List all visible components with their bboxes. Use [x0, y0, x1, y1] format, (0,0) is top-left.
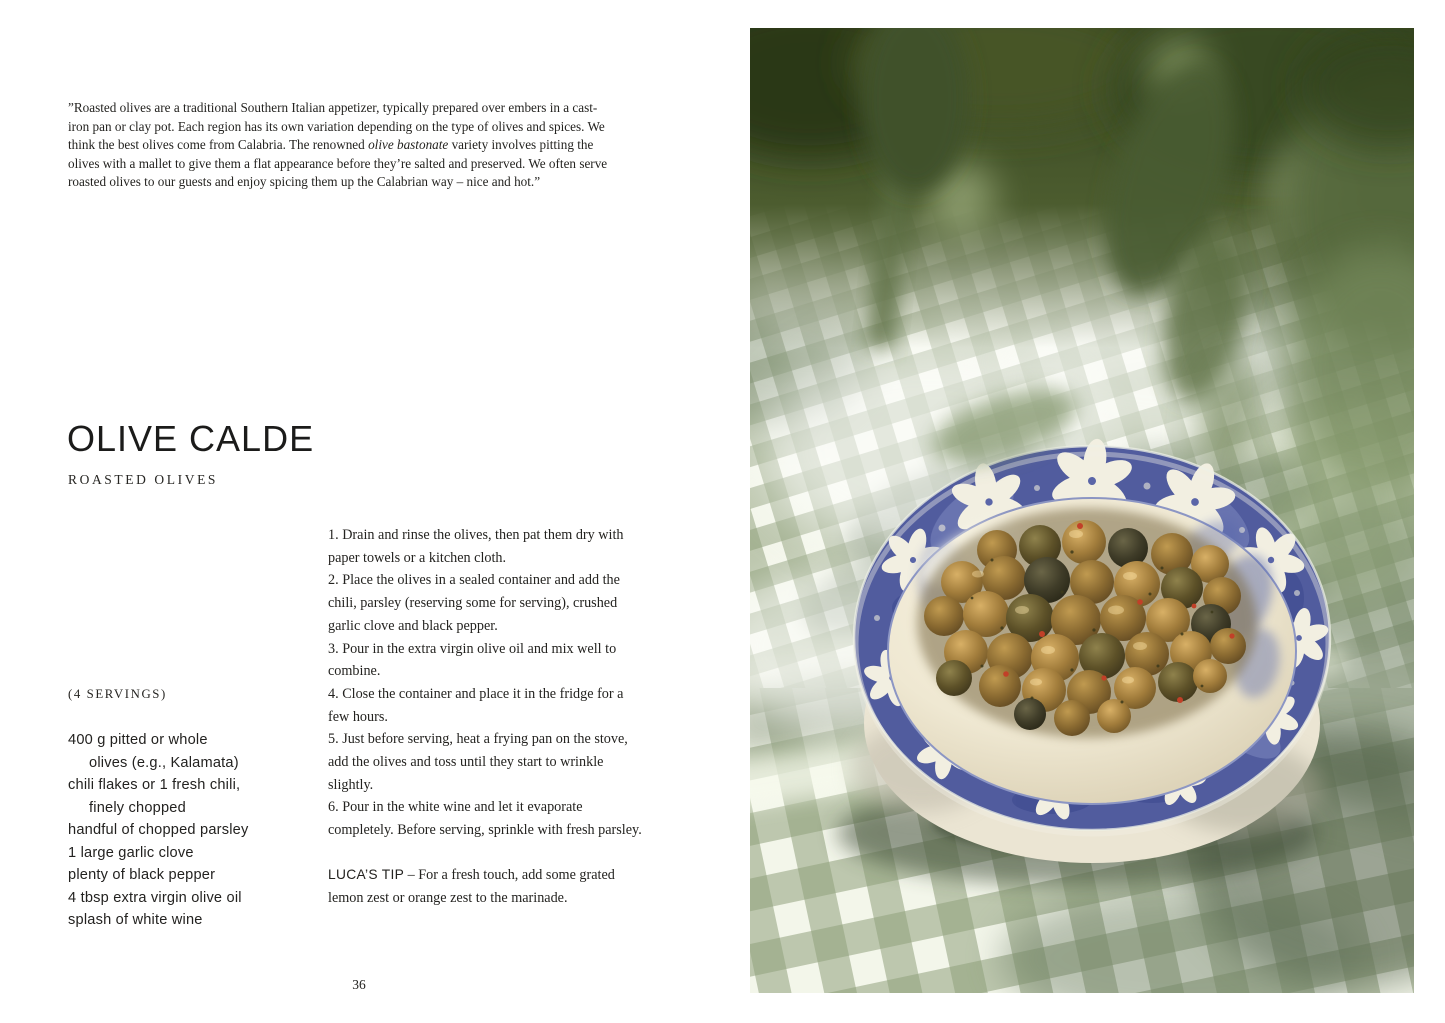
instructions: [328, 524, 648, 909]
ingredient-line: chili flakes or 1 fresh chili,: [68, 777, 241, 793]
ingredient-line: finely chopped: [89, 799, 186, 816]
instruction-step: 3. Pour in the extra virgin olive oil and mix well to combine.: [328, 640, 617, 680]
instruction-step: 5. Just before serving, heat a frying pan on the stove, add the olives and toss until they start to wrinkle slightly.: [328, 731, 628, 793]
ingredient-line: handful of chopped parsley: [68, 822, 249, 838]
tip-label: LUCA’S TIP: [328, 866, 405, 882]
intro-text-1: ”Roasted olives are a traditional Southern Italian appetizer, typically prepared over embers in a cast-iron pan or clay pot. Each region has its own variation depending on the type of olives and spices. We think the best olives come from Calabria. The renowned: [68, 100, 605, 153]
ingredients-list: [68, 729, 298, 932]
ingredient-line: 400 g pitted or whole: [68, 732, 208, 748]
recipe-subtitle: ROASTED OLIVES: [68, 472, 219, 487]
recipe-photo: [750, 28, 1414, 993]
intro-italic-phrase: olive bastonate: [368, 137, 449, 153]
intro-text-2: variety involves pitting the olives with a mallet to give them a flat appearance before they’re salted and preserved. We often serve roasted olives to our guests and enjoy spicing them up the Calabrian way – nice and hot.”: [68, 137, 608, 190]
ingredient-line: plenty of black pepper: [68, 867, 216, 883]
instruction-step: 6. Pour in the white wine and let it evaporate completely. Before serving, sprinkle with fresh parsley.: [328, 799, 642, 839]
instruction-step: 4. Close the container and place it in the fridge for a few hours.: [328, 685, 624, 725]
ingredient-line: splash of white wine: [68, 912, 203, 928]
ingredient-line: olives (e.g., Kalamata): [89, 754, 239, 771]
ingredient-line: 1 large garlic clove: [68, 844, 194, 861]
recipe-title: OLIVE CALDE: [67, 418, 315, 459]
page-number: 36: [352, 977, 366, 992]
photo-olives: [917, 508, 1257, 738]
tip-text: – For a fresh touch, add some grated lemon zest or orange zest to the marinade.: [328, 866, 615, 906]
instruction-step: 1. Drain and rinse the olives, then pat them dry with paper towels or a kitchen cloth.: [328, 527, 624, 566]
instruction-step: 2. Place the olives in a sealed container and add the chili, parsley (reserving some for serving), crushed garlic clove and black pepper.: [328, 572, 620, 634]
ingredient-line: 4 tbsp extra virgin olive oil: [68, 889, 242, 906]
intro-quote: [68, 99, 616, 192]
lucas-tip: [328, 864, 648, 909]
servings-label: (4 SERVINGS): [68, 687, 167, 701]
